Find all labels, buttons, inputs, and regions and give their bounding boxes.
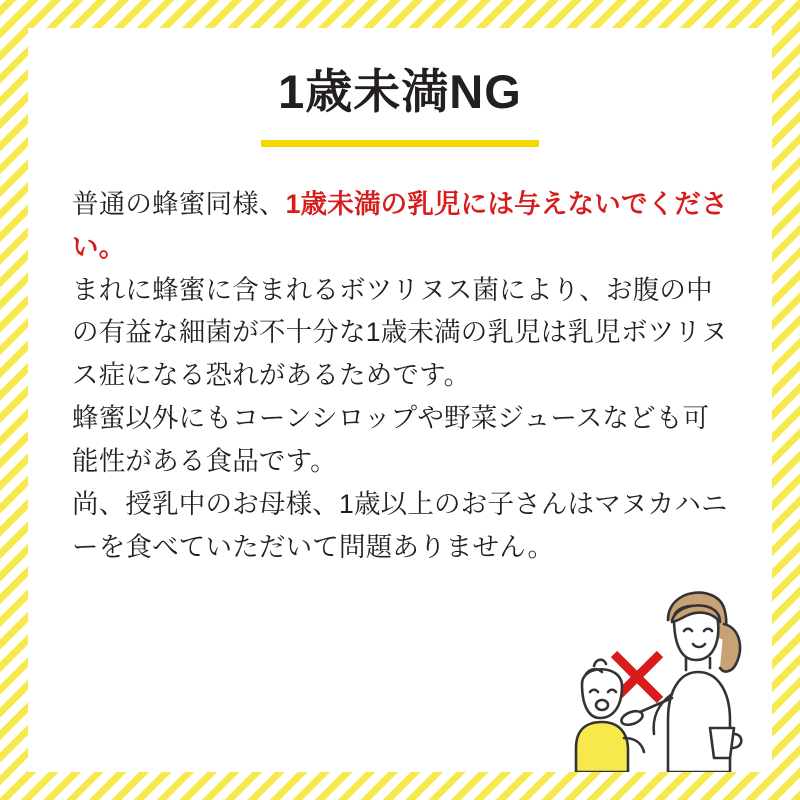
paragraph-4: 尚、授乳中のお母様、1歳以上のお子さんはマヌカハニーを食べていただいて問題ありません。 xyxy=(72,489,728,563)
paragraph-3: 蜂蜜以外にもコーンシロップや野菜ジュースなども可能性がある食品です。 xyxy=(72,403,710,477)
poster-inner xyxy=(28,28,772,772)
body-copy xyxy=(28,147,772,569)
x-mark-icon xyxy=(608,648,666,706)
paragraph-2: まれに蜂蜜に含まれるボツリヌス菌により、お腹の中の有益な細菌が不十分な1歳未満の乳児は乳児ボツリヌス症になる恐れがあるためです。 xyxy=(72,274,728,391)
page-title: 1歳未満NG xyxy=(278,65,522,118)
paragraph-1-segment-1: 普通の蜂蜜同様、 xyxy=(72,188,286,219)
title-underline xyxy=(261,140,539,147)
paragraph-1-highlight: 1歳未満の乳児には与えないでください。 xyxy=(72,188,728,262)
paragraph-1 xyxy=(72,183,728,269)
